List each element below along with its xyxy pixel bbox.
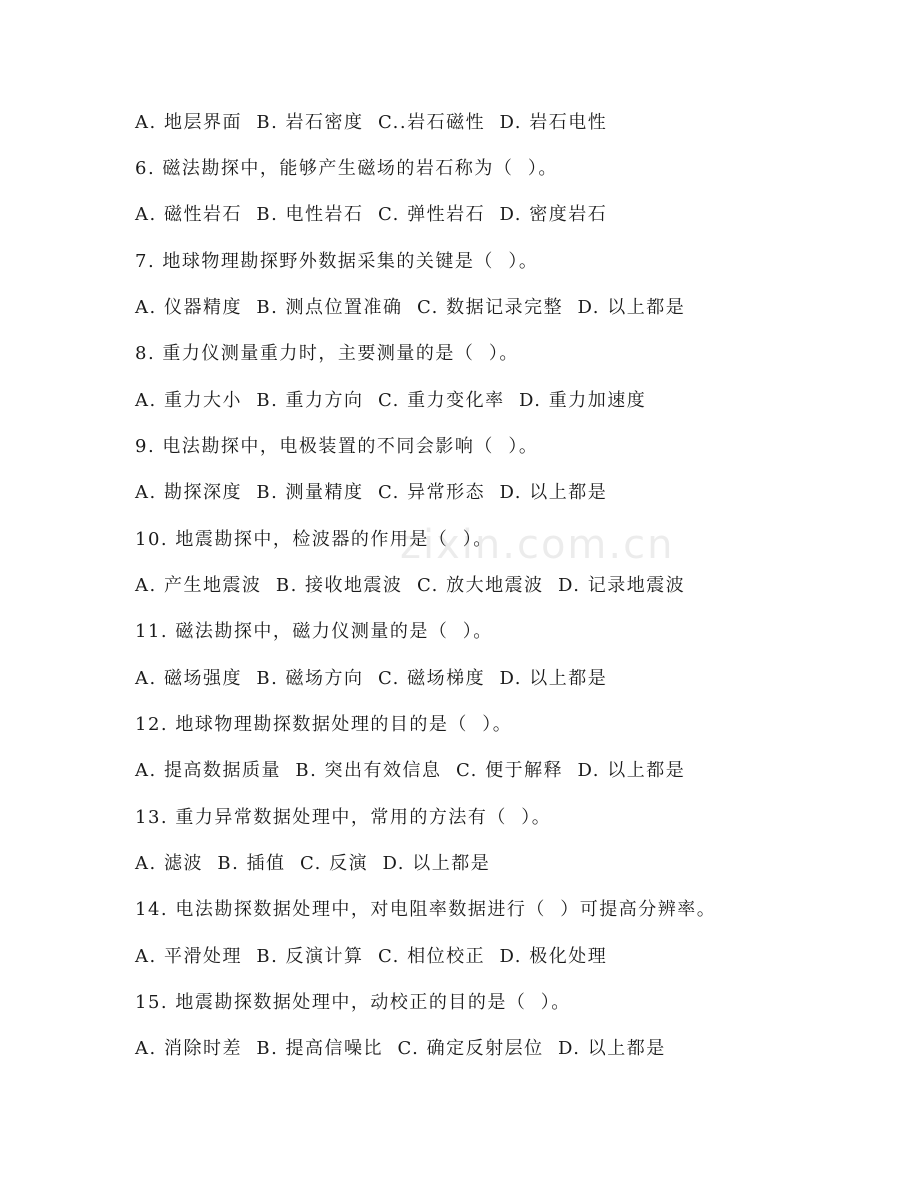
question-9: 9. 电法勘探中，电极装置的不同会影响（ ）。 — [135, 436, 539, 457]
answer-options-5: A. 地层界面 B. 岩石密度 C..岩石磁性 D. 岩石电性 — [135, 112, 608, 133]
question-14: 14. 电法勘探数据处理中，对电阻率数据进行（ ）可提高分辨率。 — [135, 899, 717, 920]
question-7: 7. 地球物理勘探野外数据采集的关键是（ ）。 — [135, 251, 539, 272]
question-13: 13. 重力异常数据处理中，常用的方法有（ ）。 — [135, 807, 552, 828]
question-6: 6. 磁法勘探中，能够产生磁场的岩石称为（ ）。 — [135, 158, 558, 179]
question-15: 15. 地震勘探数据处理中，动校正的目的是（ ）。 — [135, 992, 571, 1013]
answer-options-12: A. 提高数据质量 B. 突出有效信息 C. 便于解释 D. 以上都是 — [135, 760, 686, 781]
answer-options-15: A. 消除时差 B. 提高信噪比 C. 确定反射层位 D. 以上都是 — [135, 1038, 666, 1059]
answer-options-14: A. 平滑处理 B. 反演计算 C. 相位校正 D. 极化处理 — [135, 946, 608, 967]
question-12: 12. 地球物理勘探数据处理的目的是（ ）。 — [135, 714, 513, 735]
answer-options-11: A. 磁场强度 B. 磁场方向 C. 磁场梯度 D. 以上都是 — [135, 668, 608, 689]
answer-options-10: A. 产生地震波 B. 接收地震波 C. 放大地震波 D. 记录地震波 — [135, 575, 686, 596]
question-10: 10. 地震勘探中，检波器的作用是（ ）。 — [135, 529, 493, 550]
answer-options-6: A. 磁性岩石 B. 电性岩石 C. 弹性岩石 D. 密度岩石 — [135, 204, 608, 225]
answer-options-7: A. 仪器精度 B. 测点位置准确 C. 数据记录完整 D. 以上都是 — [135, 297, 686, 318]
answer-options-13: A. 滤波 B. 插值 C. 反演 D. 以上都是 — [135, 853, 491, 874]
answer-options-8: A. 重力大小 B. 重力方向 C. 重力变化率 D. 重力加速度 — [135, 390, 647, 411]
answer-options-9: A. 勘探深度 B. 测量精度 C. 异常形态 D. 以上都是 — [135, 482, 608, 503]
question-11: 11. 磁法勘探中，磁力仪测量的是（ ）。 — [135, 621, 493, 642]
watermark: zixin.com.cn — [400, 522, 675, 568]
question-8: 8. 重力仪测量重力时，主要测量的是（ ）。 — [135, 343, 519, 364]
